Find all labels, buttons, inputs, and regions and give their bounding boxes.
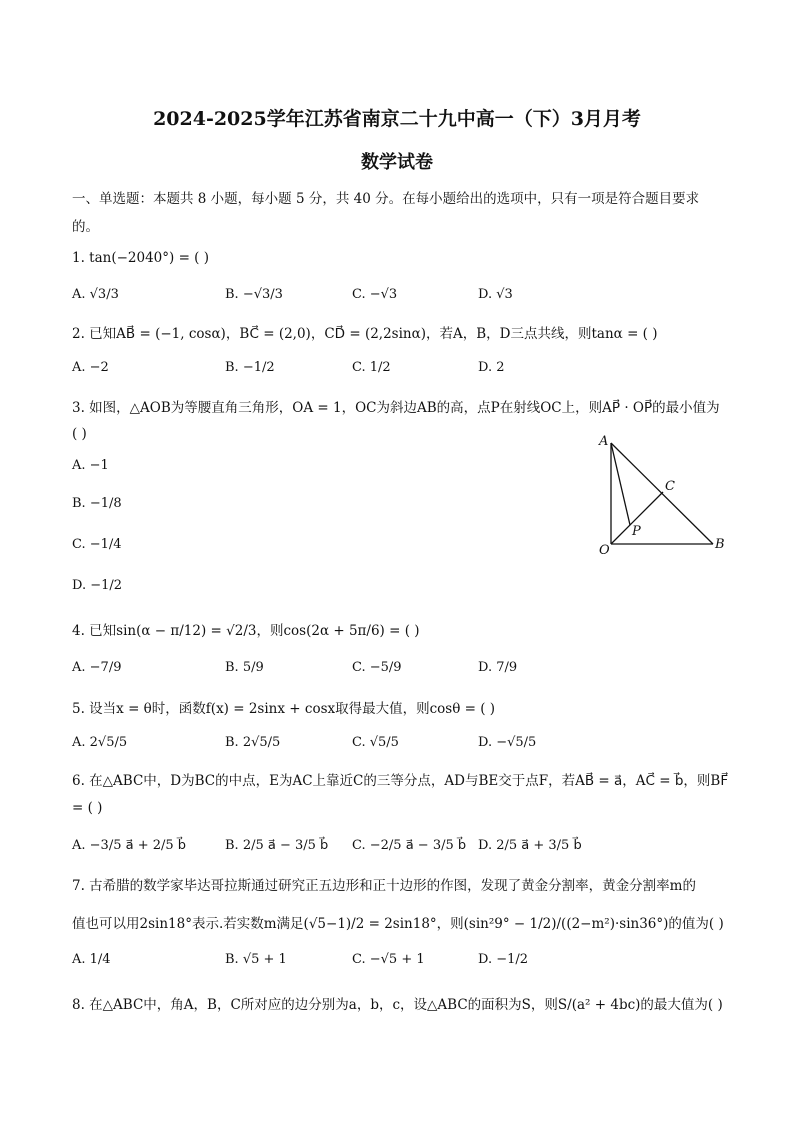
section-instructions-line1: 一、单选题：本题共 8 小题，每小题 5 分，共 40 分。在每小题给出的选项中，只有一项是符合题目要求: [72, 191, 700, 207]
question-1-stem: 1. tan(−2040°) = ( ): [72, 250, 210, 266]
question-4-option-b: B. 5/9: [225, 660, 264, 675]
question-4-option-a: A. −7/9: [72, 660, 122, 675]
question-3-stem-cont: ( ): [72, 426, 87, 442]
question-6-stem: 6. 在△ABC中，D为BC的中点，E为AC上靠近C的三等分点，AD与BE交于点F，若AB⃗ = a⃗，AC⃗ = b⃗，则BF⃗: [72, 773, 729, 789]
question-2-stem: 2. 已知AB⃗ = (−1, cosα)，BC⃗ = (2,0)，CD⃗ = (2,2sinα)，若A，B，D三点共线，则tanα = ( ): [72, 326, 658, 342]
question-3-stem: 3. 如图，△AOB为等腰直角三角形，OA = 1，OC为斜边AB的高，点P在射线OC上，则AP⃗ · OP⃗的最小值为: [72, 400, 720, 416]
question-3-option-c: C. −1/4: [72, 537, 122, 552]
question-5-option-a: A. 2√5/5: [72, 735, 128, 750]
question-1-option-a: A. √3/3: [72, 287, 119, 302]
question-4-stem: 4. 已知sin(α − π/12) = √2/3，则cos(2α + 5π/6) = ( ): [72, 623, 420, 639]
question-1-option-d: D. √3: [478, 287, 513, 302]
question-6-option-c: C. −2/5 a⃗ − 3/5 b⃗: [352, 838, 467, 853]
exam-title: 2024-2025学年江苏省南京二十九中高一（下）3月月考: [153, 108, 641, 130]
question-2-option-d: D. 2: [478, 360, 505, 375]
question-1-option-b: B. −√3/3: [225, 287, 283, 302]
question-7-stem-cont: 值也可以用2sin18°表示.若实数m满足(√5−1)/2 = 2sin18°，则(sin²9° − 1/2)/((2−m²)·sin36°)的值为( ): [72, 916, 724, 932]
exam-subtitle: 数学试卷: [361, 152, 433, 173]
label-o: O: [599, 543, 610, 558]
triangle-aob-figure: [592, 430, 732, 560]
question-6-option-a: A. −3/5 a⃗ + 2/5 b⃗: [72, 838, 187, 853]
question-1-option-c: C. −√3: [352, 287, 398, 302]
question-2-option-b: B. −1/2: [225, 360, 275, 375]
question-6-stem-cont: = ( ): [72, 800, 103, 816]
question-7-option-c: C. −√5 + 1: [352, 952, 425, 967]
question-5-stem: 5. 设当x = θ时，函数f(x) = 2sinx + cosx取得最大值，则cosθ = ( ): [72, 701, 496, 717]
question-4-option-c: C. −5/9: [352, 660, 402, 675]
question-2-option-c: C. 1/2: [352, 360, 391, 375]
question-2-option-a: A. −2: [72, 360, 109, 375]
question-5-option-c: C. √5/5: [352, 735, 399, 750]
segment-ap: [611, 443, 630, 525]
question-3-option-b: B. −1/8: [72, 496, 122, 511]
question-5-option-b: B. 2√5/5: [225, 735, 281, 750]
section-instructions-line2: 的。: [72, 219, 99, 235]
label-b: B: [715, 537, 725, 552]
question-3-option-a: A. −1: [72, 458, 109, 473]
question-7-option-b: B. √5 + 1: [225, 952, 287, 967]
label-p: P: [632, 524, 641, 539]
question-4-option-d: D. 7/9: [478, 660, 518, 675]
question-6-option-b: B. 2/5 a⃗ − 3/5 b⃗: [225, 838, 329, 853]
question-7-stem: 7. 古希腊的数学家毕达哥拉斯通过研究正五边形和正十边形的作图，发现了黄金分割率，黄金分割率m的: [72, 878, 696, 894]
label-c: C: [665, 479, 675, 494]
question-3-option-d: D. −1/2: [72, 578, 123, 593]
question-7-option-a: A. 1/4: [72, 952, 111, 967]
question-7-option-d: D. −1/2: [478, 952, 529, 967]
question-5-option-d: D. −√5/5: [478, 735, 537, 750]
question-6-option-d: D. 2/5 a⃗ + 3/5 b⃗: [478, 838, 582, 853]
question-8-stem: 8. 在△ABC中，角A，B，C所对应的边分别为a，b，c，设△ABC的面积为S，则S/(a² + 4bc)的最大值为( ): [72, 997, 723, 1013]
label-a: A: [599, 434, 609, 449]
